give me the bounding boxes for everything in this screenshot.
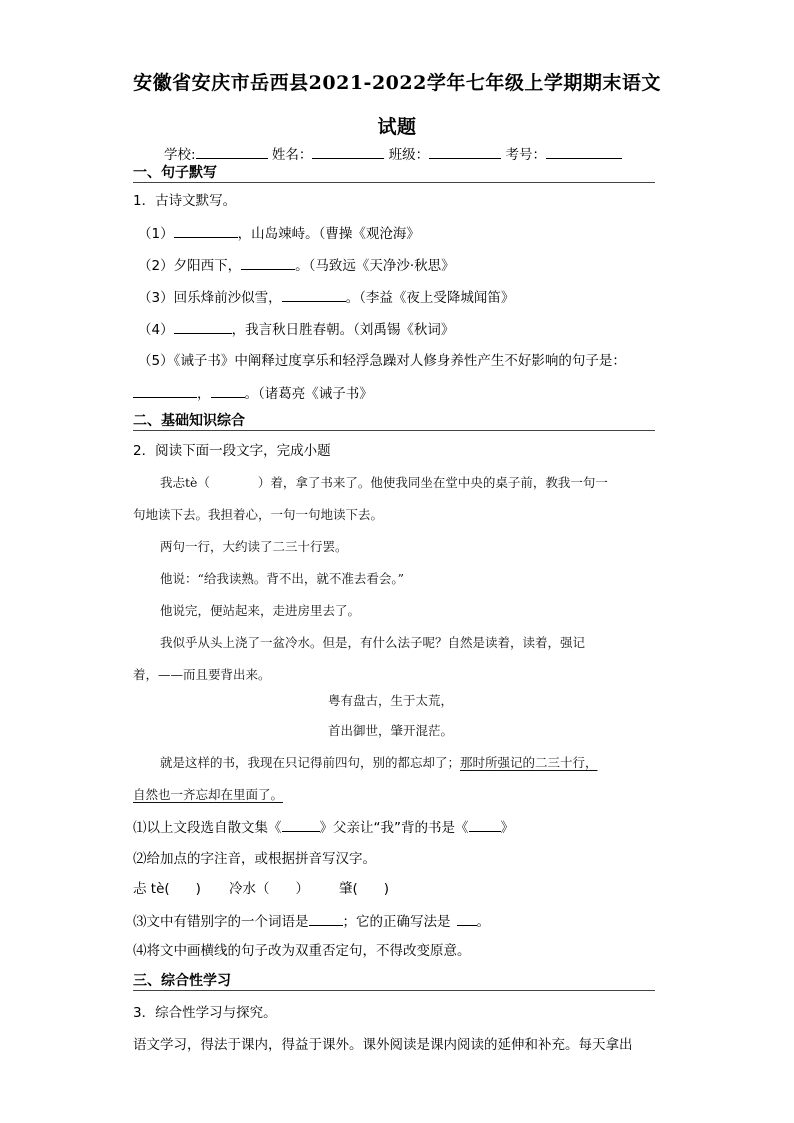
underlined-sentence: 自然也一齐忘却在里面了。 (133, 787, 284, 802)
school-label: 学校: (164, 147, 196, 163)
q2-sub3 (133, 912, 490, 931)
passage-line-5: 他说完，便站起来，走进房里去了。 (160, 603, 361, 618)
passage-line-9 (133, 786, 283, 804)
sub-text: ；它的正确写法是 (342, 914, 451, 930)
q1-item-2 (138, 256, 455, 275)
answer-blank[interactable] (282, 818, 320, 832)
item-text: 。（李益《夜上受降城闻笛》 (345, 290, 515, 306)
section1-rule (133, 182, 655, 183)
answer-blank[interactable] (241, 256, 295, 270)
q1-item-4 (138, 320, 454, 339)
passage-line-1 (160, 474, 608, 492)
section1-heading: 一、句子默写 (133, 165, 217, 181)
item-text: 。（马致远《天净沙·秋思》 (295, 258, 455, 274)
q1-intro: 1．古诗文默写。 (133, 193, 237, 209)
passage-poem-2: 首出御世，肇开混茫。 (328, 723, 454, 738)
item-number: （2） (138, 258, 174, 274)
answer-blank[interactable] (309, 912, 343, 926)
q2-pinyin-row (133, 880, 389, 898)
q1-item-1 (138, 224, 420, 243)
q2-sub4: ⑷将文中画横线的句子改为双重否定句，不得改变原意。 (133, 943, 471, 959)
item-pre: 夕阳西下， (173, 258, 242, 274)
q3-intro: 3．综合性学习与探究。 (133, 1005, 277, 1021)
pinyin-item: 冷水（ (228, 881, 270, 897)
pinyin-item: ) (383, 881, 390, 897)
answer-blank[interactable] (174, 320, 232, 334)
passage-line-3: 两句一行，大约读了二三十行罢。 (160, 539, 348, 554)
item-pre: 回乐烽前沙似雪， (173, 290, 282, 306)
exam-no-label: 考号： (505, 147, 546, 163)
q2-intro: 2．阅读下面一段文字，完成小题 (133, 443, 331, 459)
item-number: （3） (138, 290, 174, 306)
q1-item-5-question: （5）《诫子书》中阐释过度享乐和轻浮急躁对人修身养性产生不好影响的句子是： (138, 353, 626, 369)
pinyin-item: 忐 tè( (133, 881, 170, 897)
item-number: （1） (138, 226, 174, 242)
section2-rule (133, 430, 655, 431)
sub-text: ⑴以上文段选自散文集《 (133, 820, 282, 836)
passage-poem-1: 粤有盘古，生于太荒， (328, 693, 454, 708)
student-info-row (164, 145, 622, 164)
section2-heading: 二、基础知识综合 (133, 413, 245, 429)
answer-blank[interactable] (469, 818, 501, 832)
item-number: （4） (138, 322, 174, 338)
passage-line-7: 着，——而且要背出来。 (133, 667, 271, 682)
name-blank[interactable] (312, 145, 384, 159)
section3-heading: 三、综合性学习 (133, 973, 231, 989)
underlined-sentence: 那时所强记的二三十行， (460, 755, 598, 770)
name-label: 姓名： (271, 147, 313, 163)
pinyin-item: ） (295, 881, 309, 897)
pinyin-item: 肇( (338, 881, 358, 897)
answer-blank[interactable] (457, 912, 477, 926)
exam-no-blank[interactable] (546, 145, 622, 159)
passage-text: 我忐tè（ (160, 475, 210, 490)
q1-item-5-answer (133, 384, 373, 403)
item-text: 。（诸葛亮《诫子书》 (244, 386, 373, 402)
class-label: 班级： (388, 147, 430, 163)
item-text: ，我言秋日胜春朝。（刘禹锡《秋词》 (231, 322, 455, 338)
exam-title-line2: 试题 (377, 116, 417, 138)
passage-line-2: 句地读下去。我担着心，一句一句地读下去。 (133, 507, 384, 522)
answer-blank[interactable] (133, 384, 197, 398)
sub-text: 》父亲让“我”背的书是《 (319, 820, 469, 836)
class-blank[interactable] (429, 145, 501, 159)
q3-body: 语文学习，得法于课内，得益于课外。课外阅读是课内阅读的延伸和补充。每天拿出 (133, 1037, 633, 1053)
answer-blank[interactable] (174, 224, 238, 238)
separator: ， (197, 386, 211, 402)
answer-blank[interactable] (282, 288, 346, 302)
passage-line-4: 他说：“给我读熟。背不出，就不准去看会。” (160, 571, 405, 586)
passage-line-8 (160, 754, 598, 772)
section3-rule (133, 990, 655, 991)
school-blank[interactable] (196, 145, 268, 159)
q1-item-3 (138, 288, 514, 307)
q2-sub1 (133, 818, 514, 837)
exam-title-line1: 安徽省安庆市岳西县2021-2022学年七年级上学期期末语文 (133, 72, 661, 94)
sub-text: 。 (476, 914, 490, 930)
sub-text: ⑶文中有错别字的一个词语是 (133, 914, 309, 930)
passage-text: 就是这样的书，我现在只记得前四句，别的都忘却了； (160, 755, 461, 770)
passage-line-6: 我似乎从头上浇了一盆冷水。但是，有什么法子呢？自然是读着，读着，强记 (160, 635, 586, 650)
answer-blank[interactable] (211, 384, 245, 398)
item-text: ，山岛竦峙。（曹操《观沧海》 (237, 226, 420, 242)
pinyin-item: ) (195, 881, 201, 897)
sub-text: 》 (500, 820, 514, 836)
q2-sub2: ⑵给加点的字注音，或根据拼音写汉字。 (133, 851, 376, 867)
passage-text: ）着，拿了书来了。他使我同坐在堂中央的桌子前，教我一句一 (257, 475, 608, 490)
